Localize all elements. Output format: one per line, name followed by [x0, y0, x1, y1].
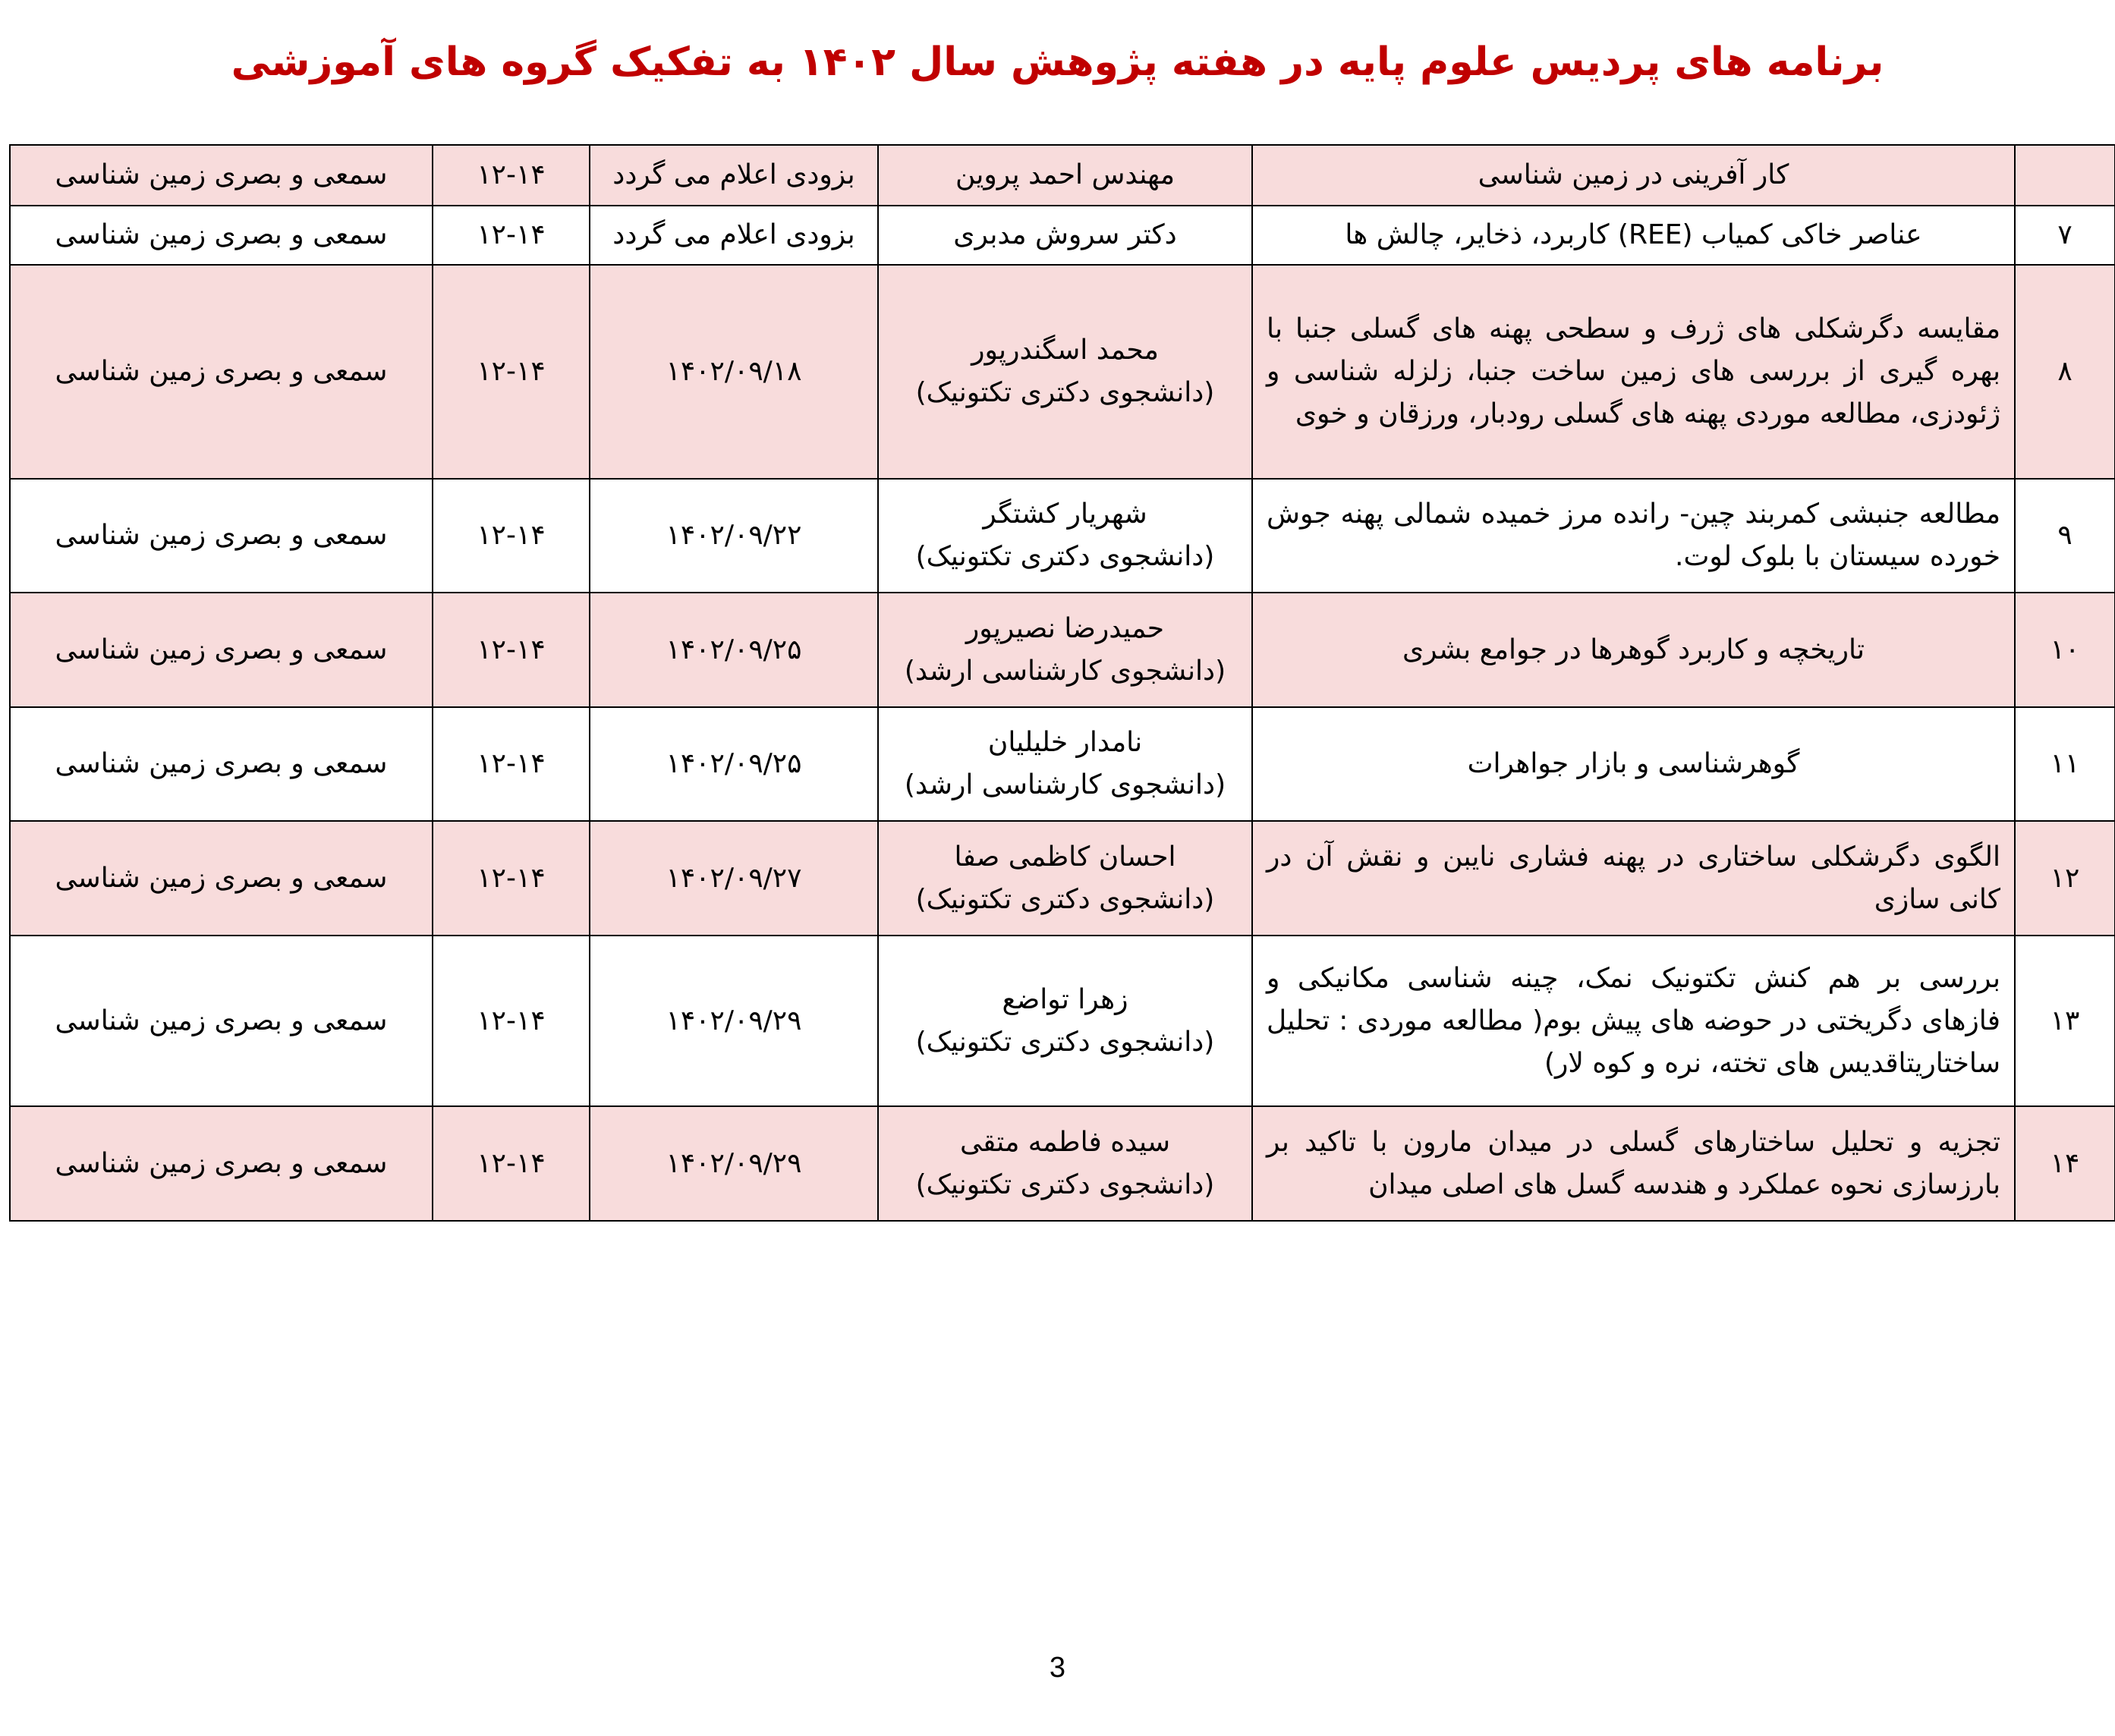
presenter-name: حمیدرضا نصیرپور: [965, 612, 1165, 644]
talk-title: تاریخچه و کاربرد گوهرها در جوامع بشری: [1252, 593, 2015, 707]
talk-time: ۱۲-۱۴: [433, 479, 590, 593]
talk-venue: سمعی و بصری زمین شناسی: [10, 479, 433, 593]
talk-date: ۱۴۰۲/۰۹/۲۷: [590, 821, 878, 936]
presenter-role: (دانشجوی دکتری تکتونیک): [915, 541, 1215, 572]
table-row: [10, 479, 2115, 593]
row-number: ۱۱: [2015, 707, 2115, 821]
table-row: [10, 593, 2115, 707]
presenter-role: (دانشجوی دکتری تکتونیک): [915, 1168, 1215, 1200]
presenter-name: شهریار کشتگر: [983, 498, 1147, 530]
presenter: [878, 145, 1252, 206]
talk-date: ۱۴۰۲/۰۹/۲۹: [590, 936, 878, 1106]
row-number: ۸: [2015, 265, 2115, 479]
talk-title: تجزیه و تحلیل ساختارهای گسلی در میدان مارون با تاکید بر بارزسازی نحوه عملکرد و هندسه گسل های اصلی میدان: [1252, 1106, 2015, 1221]
talk-date: ۱۴۰۲/۰۹/۲۵: [590, 593, 878, 707]
table-row: [10, 265, 2115, 479]
presenter: [878, 936, 1252, 1106]
talk-title: الگوی دگرشکلی ساختاری در پهنه فشاری نایبن و نقش آن در کانی سازی: [1252, 821, 2015, 936]
presenter-name: زهرا تواضع: [1002, 983, 1128, 1015]
presenter-name: سیده فاطمه متقی: [960, 1126, 1170, 1158]
table-row: [10, 1106, 2115, 1221]
presenter: [878, 593, 1252, 707]
talk-time: ۱۲-۱۴: [433, 145, 590, 206]
presenter-role: (دانشجوی کارشناسی ارشد): [904, 769, 1226, 800]
presenter: [878, 1106, 1252, 1221]
presenter-name: احسان کاظمی صفا: [954, 841, 1176, 873]
table-row: [10, 145, 2115, 206]
presenter: [878, 479, 1252, 593]
row-number: ۱۴: [2015, 1106, 2115, 1221]
presenter-role: (دانشجوی دکتری تکتونیک): [915, 1026, 1215, 1058]
talk-venue: سمعی و بصری زمین شناسی: [10, 145, 433, 206]
page-number: 3: [1049, 1652, 1066, 1684]
presenter: [878, 821, 1252, 936]
talk-time: ۱۲-۱۴: [433, 707, 590, 821]
talk-title: بررسی بر هم کنش تکتونیک نمک، چینه شناسی مکانیکی و فازهای دگریختی در حوضه های پیش بوم( مطالعه موردی : تحلیل ساختاریتاقدیس های تخته، نره و کوه لار): [1252, 936, 2015, 1106]
talk-time: ۱۲-۱۴: [433, 1106, 590, 1221]
talk-venue: سمعی و بصری زمین شناسی: [10, 593, 433, 707]
table-row: [10, 936, 2115, 1106]
row-number: ۷: [2015, 206, 2115, 265]
talk-date: ۱۴۰۲/۰۹/۲۲: [590, 479, 878, 593]
talk-venue: سمعی و بصری زمین شناسی: [10, 206, 433, 265]
row-number: ۹: [2015, 479, 2115, 593]
presenter: [878, 265, 1252, 479]
presenter-name: مهندس احمد پروین: [955, 159, 1176, 190]
row-number: ۱۳: [2015, 936, 2115, 1106]
row-number: ۱۲: [2015, 821, 2115, 936]
talk-title: مطالعه جنبشی کمربند چین- رانده مرز خمیده شمالی پهنه جوش خورده سیستان با بلوک لوت.: [1252, 479, 2015, 593]
row-number: [2015, 145, 2115, 206]
talk-time: ۱۲-۱۴: [433, 821, 590, 936]
talk-venue: سمعی و بصری زمین شناسی: [10, 821, 433, 936]
talk-title: عناصر خاکی کمیاب (REE) کاربرد، ذخایر، چالش ها: [1252, 206, 2015, 265]
page-title: برنامه های پردیس علوم پایه در هفته پژوهش سال ۱۴۰۲ به تفکیک گروه های آموزشی: [231, 39, 1884, 85]
talk-title: مقایسه دگرشکلی های ژرف و سطحی پهنه های گسلی جنبا با بهره گیری از بررسی های زمین ساخت جنبا، زلزله شناسی و ژئودزی، مطالعه موردی پهنه های گسلی رودبار، ورزقان و خوی: [1252, 265, 2015, 479]
schedule-table: [9, 144, 2115, 1222]
presenter: [878, 707, 1252, 821]
presenter-role: (دانشجوی دکتری تکتونیک): [915, 883, 1215, 915]
table-row: [10, 821, 2115, 936]
talk-title: کار آفرینی در زمین شناسی: [1252, 145, 2015, 206]
talk-title: گوهرشناسی و بازار جواهرات: [1252, 707, 2015, 821]
talk-time: ۱۲-۱۴: [433, 936, 590, 1106]
presenter-name: نامدار خلیلیان: [987, 727, 1143, 758]
talk-date: ۱۴۰۲/۰۹/۱۸: [590, 265, 878, 479]
presenter-role: (دانشجوی کارشناسی ارشد): [904, 655, 1226, 687]
presenter-name: محمد اسگندرپور: [971, 335, 1159, 366]
talk-venue: سمعی و بصری زمین شناسی: [10, 707, 433, 821]
talk-venue: سمعی و بصری زمین شناسی: [10, 265, 433, 479]
talk-time: ۱۲-۱۴: [433, 265, 590, 479]
presenter-name: دکتر سروش مدبری: [953, 219, 1177, 250]
talk-date: بزودی اعلام می گردد: [590, 145, 878, 206]
table-row: [10, 206, 2115, 265]
presenter: [878, 206, 1252, 265]
talk-time: ۱۲-۱۴: [433, 593, 590, 707]
talk-venue: سمعی و بصری زمین شناسی: [10, 936, 433, 1106]
talk-time: ۱۲-۱۴: [433, 206, 590, 265]
table-row: [10, 707, 2115, 821]
row-number: ۱۰: [2015, 593, 2115, 707]
presenter-role: (دانشجوی دکتری تکتونیک): [915, 377, 1215, 408]
talk-date: ۱۴۰۲/۰۹/۲۹: [590, 1106, 878, 1221]
talk-date: ۱۴۰۲/۰۹/۲۵: [590, 707, 878, 821]
talk-venue: سمعی و بصری زمین شناسی: [10, 1106, 433, 1221]
talk-date: بزودی اعلام می گردد: [590, 206, 878, 265]
